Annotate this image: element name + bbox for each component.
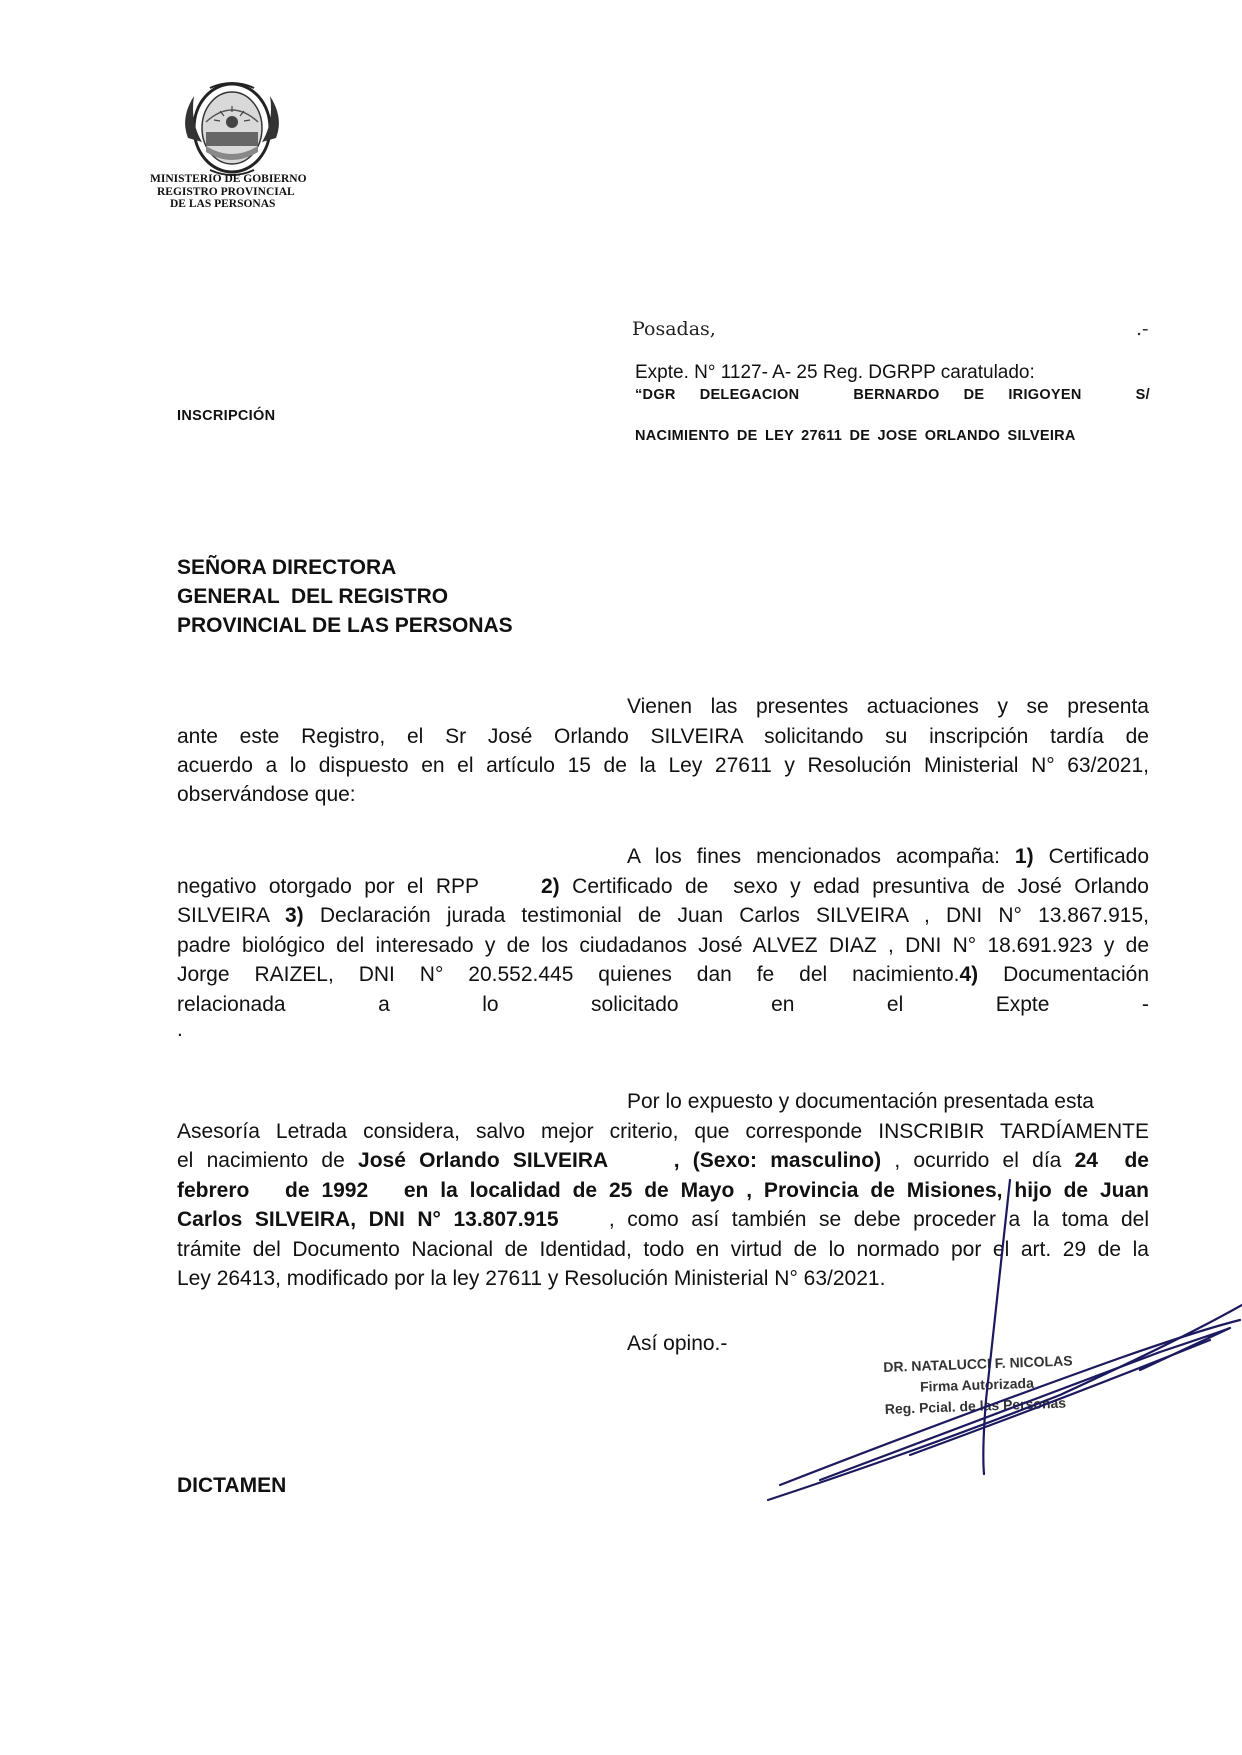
inscripcion-label: INSCRIPCIÓN — [177, 408, 276, 424]
stamp-line-1: DR. NATALUCCI F. NICOLAS — [883, 1352, 1073, 1375]
p1-line-3: acuerdo a lo dispuesto en el artículo 15 de la Ley 27611 y Resolución Ministerial N° 63/2021, — [177, 754, 1149, 777]
p3-line-1: Por lo expuesto y documentación presentada esta — [627, 1090, 1094, 1113]
place-city: Posadas, — [632, 318, 716, 340]
expediente-line-1: Expte. N° 1127- A- 25 Reg. DGRPP caratulado: — [635, 362, 1035, 383]
p2-line-2: negativo otorgado por el RPP 2) Certificado de sexo y edad presuntiva de José Orlando — [177, 875, 1149, 898]
letterhead-line-1: MINISTERIO DE GOBIERNO — [150, 173, 307, 185]
p3-line-6: trámite del Documento Nacional de Identidad, todo en virtud de lo normado por el art. 29 de la — [177, 1238, 1149, 1261]
letterhead-ministry — [150, 173, 307, 211]
addressee-line-3: PROVINCIAL DE LAS PERSONAS — [177, 614, 513, 637]
provincial-crest-icon — [180, 78, 284, 178]
closing-text: Así opino.- — [627, 1332, 728, 1355]
p3-line-4: febrero de 1992 en la localidad de 25 de Mayo , Provincia de Misiones, hijo de Juan — [177, 1179, 1149, 1202]
addressee-line-1: SEÑORA DIRECTORA — [177, 556, 397, 579]
p1-line-4: observándose que: — [177, 783, 356, 806]
letterhead-line-2: REGISTRO PROVINCIAL — [157, 185, 295, 198]
expediente-line-2: “DGR DELEGACION BERNARDO DE IRIGOYEN S/ — [635, 387, 1150, 403]
p2-line-5: Jorge RAIZEL, DNI N° 20.552.445 quienes dan fe del nacimiento.4) Documentación — [177, 963, 1149, 986]
expediente-line-3: NACIMIENTO DE LEY 27611 DE JOSE ORLANDO SILVEIRA — [635, 428, 1076, 444]
p3-line-7: Ley 26413, modificado por la ley 27611 y Resolución Ministerial N° 63/2021. — [177, 1267, 886, 1290]
addressee-line-2: GENERAL DEL REGISTRO — [177, 585, 449, 608]
p1-line-1: Vienen las presentes actuaciones y se presenta — [627, 695, 1149, 718]
dictamen-label: DICTAMEN — [177, 1474, 287, 1497]
handwritten-signature — [760, 1170, 1242, 1520]
p3-line-5: Carlos SILVEIRA, DNI N° 13.807.915 , como así también se debe proceder a la toma del — [177, 1208, 1149, 1231]
stamp-line-2: Firma Autorizada — [919, 1374, 1035, 1395]
p2-line-3: SILVEIRA 3) Declaración jurada testimonial de Juan Carlos SILVEIRA , DNI N° 13.867.915, — [177, 904, 1150, 927]
p2-line-6: relacionada a lo solicitado en el Expte - — [177, 993, 1149, 1016]
p2-line-7: . — [177, 1018, 183, 1041]
place-tail: .- — [1136, 318, 1149, 340]
addressee — [177, 553, 513, 640]
stamp-line-3: Reg. Pcial. de las Personas — [884, 1394, 1067, 1417]
p3-line-3: el nacimiento de José Orlando SILVEIRA , (Sexo: masculino) , ocurrido el día 24 de — [177, 1149, 1149, 1172]
p1-line-2: ante este Registro, el Sr José Orlando SILVEIRA solicitando su inscripción tardía de — [177, 725, 1149, 748]
p2-line-1: A los fines mencionados acompaña: 1) Certificado — [627, 845, 1149, 868]
p2-line-4: padre biológico del interesado y de los ciudadanos José ALVEZ DIAZ , DNI N° 18.691.923 y de — [177, 934, 1149, 957]
p3-line-2: Asesoría Letrada considera, salvo mejor criterio, que corresponde INSCRIBIR TARDÍAMENTE — [177, 1120, 1149, 1143]
letterhead-line-3: DE LAS PERSONAS — [170, 198, 276, 210]
